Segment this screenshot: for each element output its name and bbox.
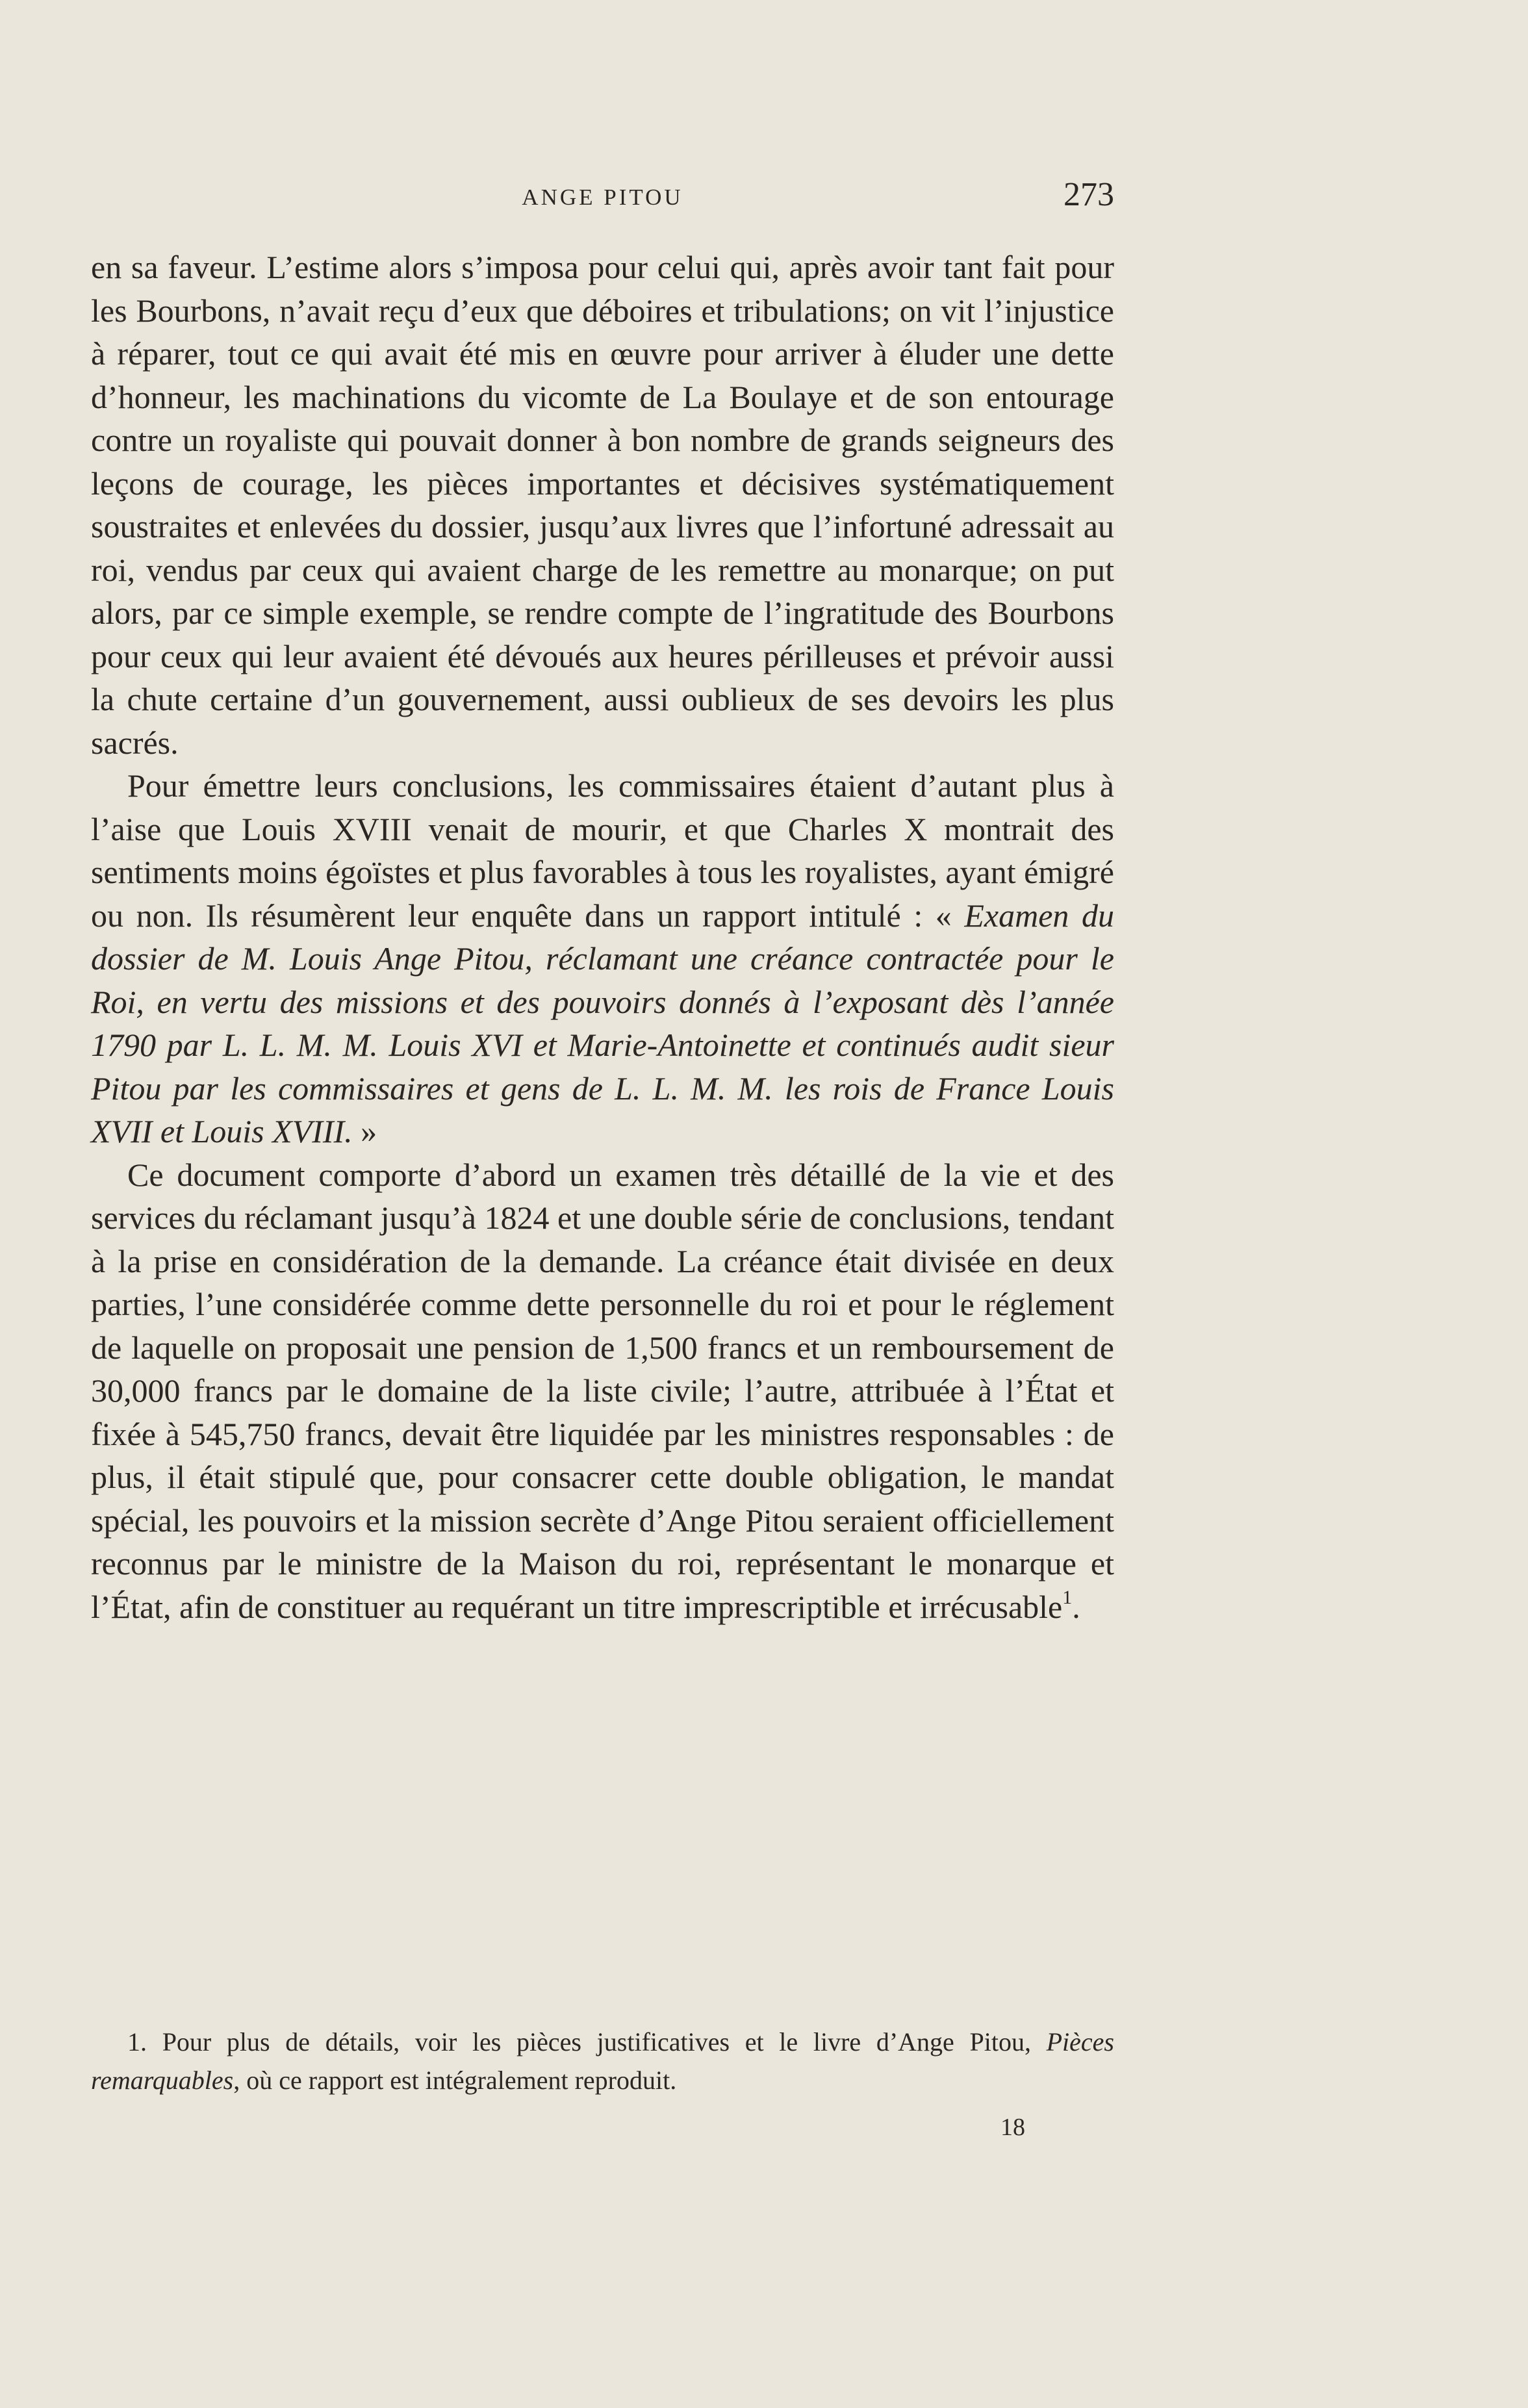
paragraph-2-close: » <box>352 1113 377 1149</box>
paragraph-3 <box>91 1153 1114 1629</box>
paragraph-1: en sa faveur. L’estime alors s’imposa pour celui qui, après avoir tant fait pour les Bourbons, n’avait reçu d’eux que déboires et tribulations; on vit l’injustice à réparer, tout ce qui avait été mis en œuvre pour arriver à éluder une dette d’honneur, les machinations du vicomte de La Boulaye et de son entourage contre un royaliste qui pouvait donner à bon nombre de grands seigneurs des leçons de courage, les pièces importantes et décisives systématiquement soustraites et enlevées du dossier, jusqu’aux livres que l’infortuné adressait au roi, vendus par ceux qui avaient charge de les remettre au monarque; on put alors, par ce simple exemple, se rendre compte de l’ingratitude des Bourbons pour ceux qui leur avaient été dévoués aux heures périlleuses et prévoir aussi la chute certaine d’un gouvernement, aussi oublieux de ses devoirs les plus sacrés. <box>91 249 1114 761</box>
footnote-1 <box>91 2023 1114 2099</box>
paragraph-3-text: Ce document comporte d’abord un examen très détaillé de la vie et des services du réclamant jusqu’à 1824 et une double série de conclusions, tendant à la prise en considération de la demande. La créance était divisée en deux parties, l’une considérée comme dette personnelle du roi et pour le réglement de laquelle on proposait une pension de 1,500 francs et un remboursement de 30,000 francs par le domaine de la liste civile; l’autre, attribuée à l’État et fixée à 545,750 francs, devait être liquidée par les ministres responsables : de plus, il était stipulé que, pour consacrer cette double obligation, le mandat spécial, les pouvoirs et la mission secrète d’Ange Pitou seraient officiellement reconnus par le ministre de la Maison du roi, représentant le monarque et l’État, afin de constituer au requérant un titre imprescriptible et irrécusable <box>91 1156 1114 1625</box>
footnote-book-title: Pièces remarquables <box>91 2027 1114 2095</box>
paragraph-2-intro: Pour émettre leurs conclusions, les commissaires étaient d’autant plus à l’aise que Louis XVIII venait de mourir, et que Charles X montrait des sentiments moins égoïstes et plus favorables à tous les royalistes, ayant émigré ou non. Ils résumèrent leur enquête dans un rapport intitulé : « <box>91 767 1114 934</box>
footnote-text-a: Pour plus de détails, voir les pièces justificatives et le livre d’Ange Pitou, <box>162 2027 1047 2056</box>
report-title: Examen du dossier de M. Louis Ange Pitou, réclamant une créance contractée pour le Roi, en vertu des missions et des pouvoirs donnés à l’exposant dès l’année 1790 par L. L. M. M. Louis XVI et Marie-Antoinette et continués audit sieur Pitou par les commissaires et gens de L. L. M. M. les rois de France Louis XVII et Louis XVIII. <box>91 897 1114 1149</box>
page-number: 273 <box>1063 176 1114 213</box>
footnote <box>91 2023 1114 2099</box>
paragraph-3-end: . <box>1072 1588 1080 1625</box>
signature-mark: 18 <box>1000 2114 1025 2141</box>
footnote-reference: 1 <box>1062 1586 1073 1608</box>
paragraph-2 <box>91 764 1114 1153</box>
body-text <box>91 246 1114 1628</box>
running-head: ANGE PITOU <box>522 185 683 210</box>
footnote-marker: 1. <box>127 2027 162 2056</box>
footnote-text-b: , où ce rapport est intégralement reproduit. <box>233 2066 677 2095</box>
page-header <box>91 175 1114 221</box>
